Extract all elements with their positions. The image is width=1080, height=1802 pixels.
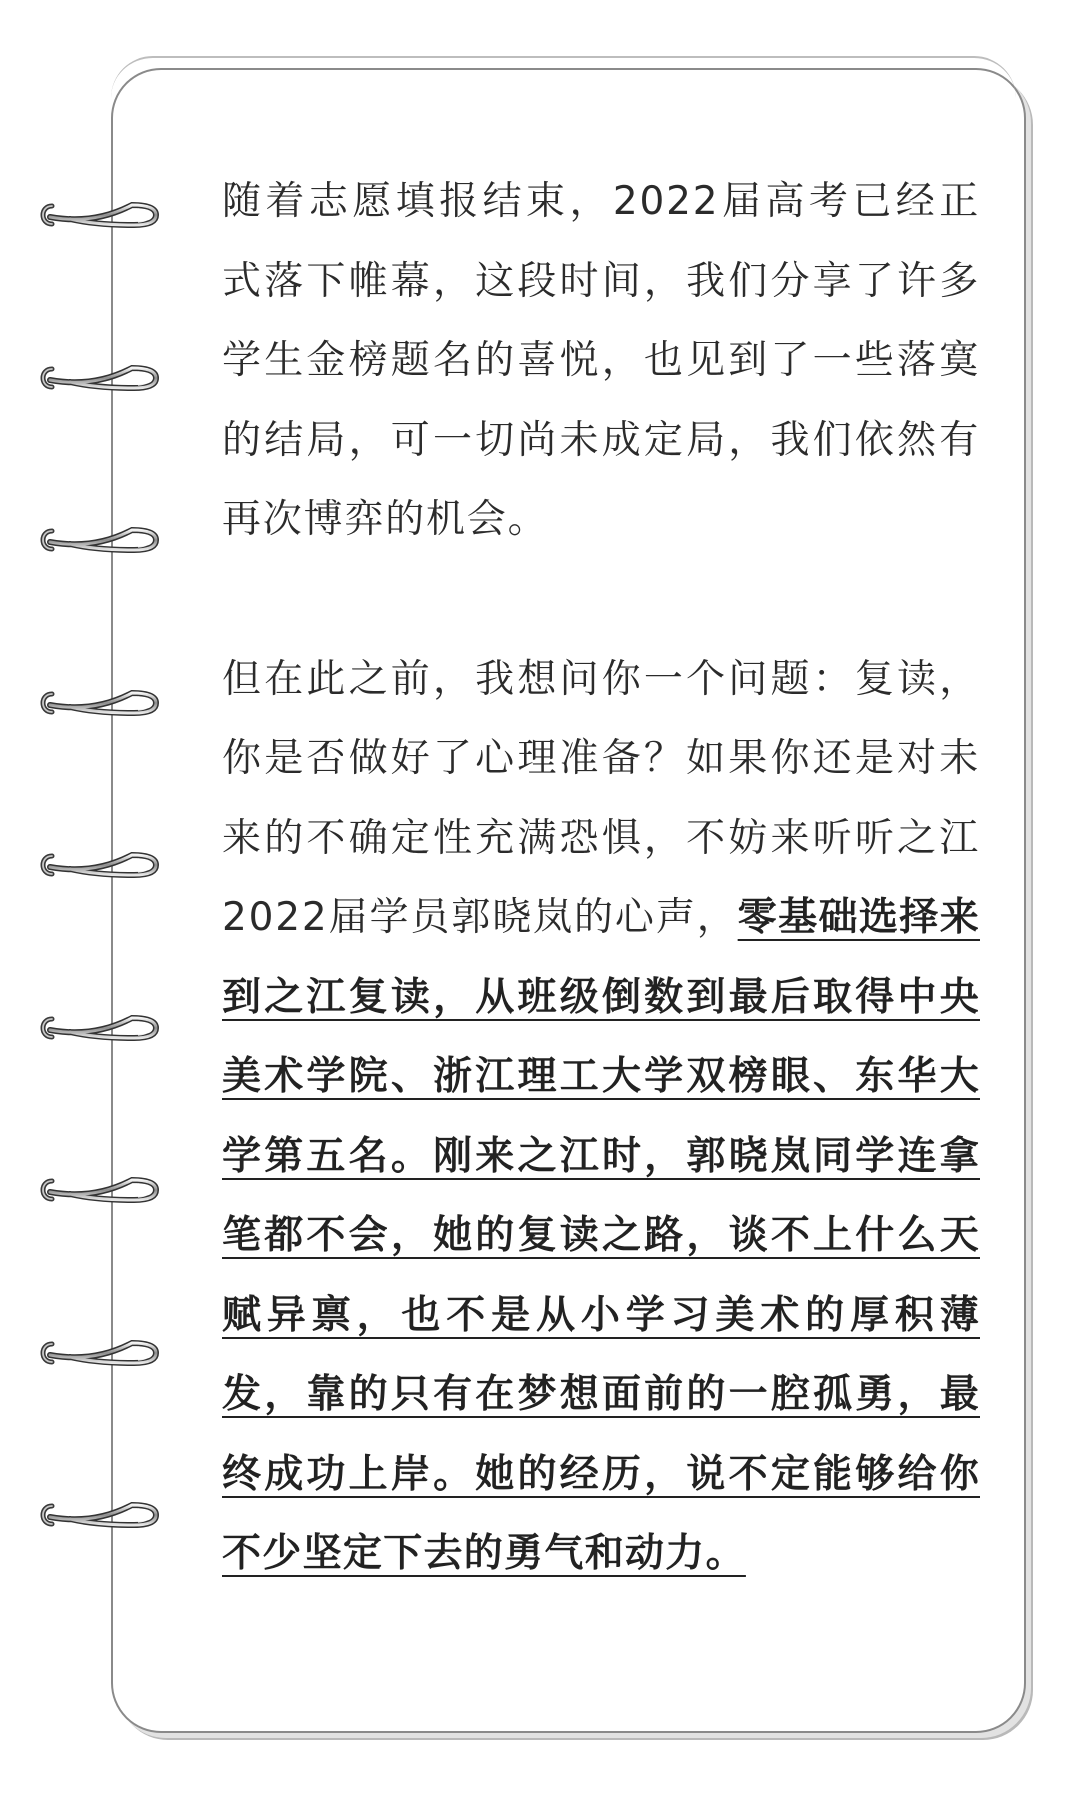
binding-ring bbox=[34, 845, 164, 885]
paragraph-2-intro: 但在此之前，我想问你一个问题：复读，你是否做好了心理准备？如果你还是对未来的不确定性充满恐惧，不妨来听听之江2022届学员郭晓岚的心声， bbox=[222, 656, 980, 940]
binding-ring bbox=[34, 683, 164, 723]
paragraph-1: 随着志愿填报结束，2022届高考已经正式落下帷幕，这段时间，我们分享了许多学生金榜题名的喜悦，也见到了一些落寞的结局，可一切尚未成定局，我们依然有再次博弈的机会。 bbox=[222, 179, 980, 542]
binding-ring bbox=[34, 1008, 164, 1048]
binding-ring bbox=[34, 1170, 164, 1210]
binding-ring bbox=[34, 520, 164, 560]
article-body bbox=[222, 162, 980, 1594]
binding-ring bbox=[34, 195, 164, 235]
paragraph-2 bbox=[222, 640, 980, 1594]
binding-ring bbox=[34, 1333, 164, 1373]
binding-ring bbox=[34, 1495, 164, 1535]
paragraph-2-highlight: 零基础选择来到之江复读，从班级倒数到最后取得中央美术学院、浙江理工大学双榜眼、东华大学第五名。刚来之江时，郭晓岚同学连拿笔都不会，她的复读之路，谈不上什么天赋异禀，也不是从小学习美术的厚积薄发，靠的只有在梦想面前的一腔孤勇，最终成功上岸。她的经历，说不定能够给你不少坚定下去的勇气和动力。 bbox=[222, 895, 980, 1576]
binding-ring bbox=[34, 358, 164, 398]
